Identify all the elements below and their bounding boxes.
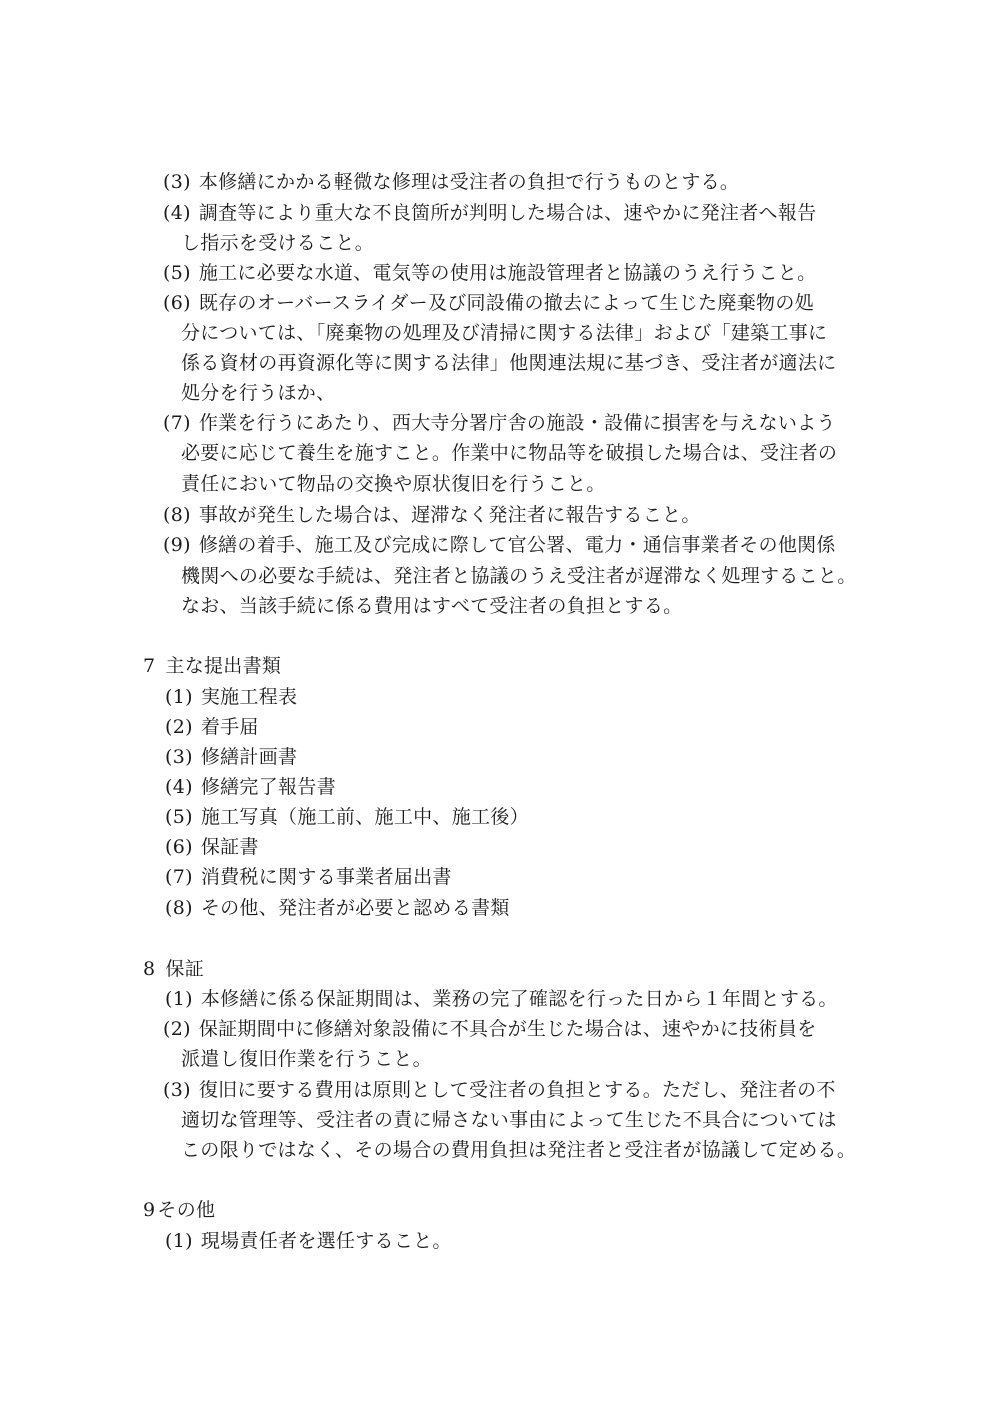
item-continuation xyxy=(181,1105,837,1135)
item-text: 施工写真（施工前、施工中、施工後） xyxy=(200,806,529,828)
item-number: (1) xyxy=(165,686,193,708)
item-text: 着手届 xyxy=(200,716,259,738)
item-text: 復旧に要する費用は原則として受注者の負担とする。ただし、発注者の不 xyxy=(198,1079,836,1101)
item-continuation xyxy=(181,378,335,408)
item-continuation xyxy=(181,1044,432,1074)
item-continuation xyxy=(181,469,606,499)
list-item xyxy=(165,772,336,802)
section-title: 保証 xyxy=(165,958,204,980)
item-text: 本修繕にかかる軽微な修理は受注者の負担で行うものとする。 xyxy=(198,171,740,193)
item-continuation xyxy=(181,348,836,378)
item-number: (6) xyxy=(165,836,193,858)
item-text: 既存のオーバースライダー及び同設備の撤去によって生じた廃棄物の処 xyxy=(198,292,814,314)
section-title: その他 xyxy=(157,1199,216,1221)
item-number: (9) xyxy=(163,534,191,556)
section-heading xyxy=(143,954,204,984)
item-text: 責任において物品の交換や原状復旧を行うこと。 xyxy=(181,473,606,495)
list-item xyxy=(163,408,836,438)
item-continuation xyxy=(181,591,682,621)
item-text: 現場責任者を選任すること。 xyxy=(200,1230,452,1252)
section-heading xyxy=(143,1195,215,1225)
list-item xyxy=(163,198,816,228)
item-text: 実施工程表 xyxy=(200,686,298,708)
list-item xyxy=(165,682,297,712)
item-text: その他、発注者が必要と認める書類 xyxy=(200,897,510,919)
section-heading xyxy=(143,651,281,681)
item-number: (3) xyxy=(163,171,191,193)
item-continuation xyxy=(181,1135,856,1165)
item-number: (2) xyxy=(165,716,193,738)
item-text: 調査等により重大な不良箇所が判明した場合は、速やかに発注者へ報告 xyxy=(198,202,817,224)
list-item xyxy=(163,530,836,560)
section-number: 7 xyxy=(143,655,156,677)
item-continuation xyxy=(181,561,857,591)
list-item xyxy=(163,288,814,318)
item-text: 修繕の着手、施工及び完成に際して官公署、電力・通信事業者その他関係 xyxy=(198,534,836,556)
list-item xyxy=(163,1075,836,1105)
item-text: 必要に応じて養生を施すこと。作業中に物品等を破損した場合は、受注者の xyxy=(181,442,838,464)
item-text: 消費税に関する事業者届出書 xyxy=(200,866,452,888)
section-number: 8 xyxy=(143,958,156,980)
item-text: 処分を行うほか、 xyxy=(181,382,336,404)
list-item xyxy=(165,1226,452,1256)
item-number: (5) xyxy=(163,262,191,284)
list-item xyxy=(163,258,816,288)
item-number: (8) xyxy=(163,504,191,526)
list-item xyxy=(165,984,838,1014)
item-continuation xyxy=(181,438,837,468)
item-text: 係る資材の再資源化等に関する法律」他関連法規に基づき、受注者が適法に xyxy=(181,352,837,374)
item-number: (4) xyxy=(163,202,191,224)
section-title: 主な提出書類 xyxy=(165,655,282,677)
item-text: 施工に必要な水道、電気等の使用は施設管理者と協議のうえ行うこと。 xyxy=(198,262,817,284)
item-number: (5) xyxy=(165,806,193,828)
item-number: (4) xyxy=(165,776,193,798)
list-item xyxy=(165,742,297,772)
item-number: (7) xyxy=(163,412,191,434)
item-text: 事故が発生した場合は、遅滞なく発注者に報告すること。 xyxy=(198,504,701,526)
list-item xyxy=(165,712,259,742)
list-item xyxy=(165,893,510,923)
item-text: 修繕完了報告書 xyxy=(200,776,336,798)
item-text: 修繕計画書 xyxy=(200,746,298,768)
item-number: (2) xyxy=(163,1018,191,1040)
item-text: 保証期間中に修繕対象設備に不具合が生じた場合は、速やかに技術員を xyxy=(198,1018,817,1040)
list-item xyxy=(163,1014,816,1044)
list-item xyxy=(163,167,739,197)
item-number: (7) xyxy=(165,866,193,888)
item-text: 本修繕に係る保証期間は、業務の完了確認を行った日から１年間とする。 xyxy=(200,988,838,1010)
item-number: (3) xyxy=(163,1079,191,1101)
list-item xyxy=(165,802,529,832)
item-number: (1) xyxy=(165,1230,193,1252)
list-item xyxy=(163,500,701,530)
list-item xyxy=(165,832,259,862)
item-text: なお、当該手続に係る費用はすべて受注者の負担とする。 xyxy=(181,595,683,617)
item-number: (8) xyxy=(165,897,193,919)
item-text: し指示を受けること。 xyxy=(181,232,375,254)
item-number: (6) xyxy=(163,292,191,314)
item-continuation xyxy=(181,318,827,348)
item-text: 作業を行うにあたり、西大寺分署庁舎の施設・設備に損害を与えないよう xyxy=(198,412,836,434)
item-text: 保証書 xyxy=(200,836,259,858)
item-text: 機関への必要な手続は、発注者と協議のうえ受注者が遅滞なく処理すること。 xyxy=(181,565,857,587)
item-text: 派遣し復旧作業を行うこと。 xyxy=(181,1048,432,1070)
section-number: 9 xyxy=(143,1199,156,1221)
item-number: (3) xyxy=(165,746,193,768)
item-text: 分については、「廃棄物の処理及び清掃に関する法律」および「建築工事に xyxy=(181,322,828,344)
item-text: 適切な管理等、受注者の責に帰さない事由によって生じた不具合については xyxy=(181,1109,837,1131)
item-number: (1) xyxy=(165,988,193,1010)
item-continuation xyxy=(181,228,374,258)
list-item xyxy=(165,862,452,892)
item-text: この限りではなく、その場合の費用負担は発注者と受注者が協議して定める。 xyxy=(181,1139,857,1161)
